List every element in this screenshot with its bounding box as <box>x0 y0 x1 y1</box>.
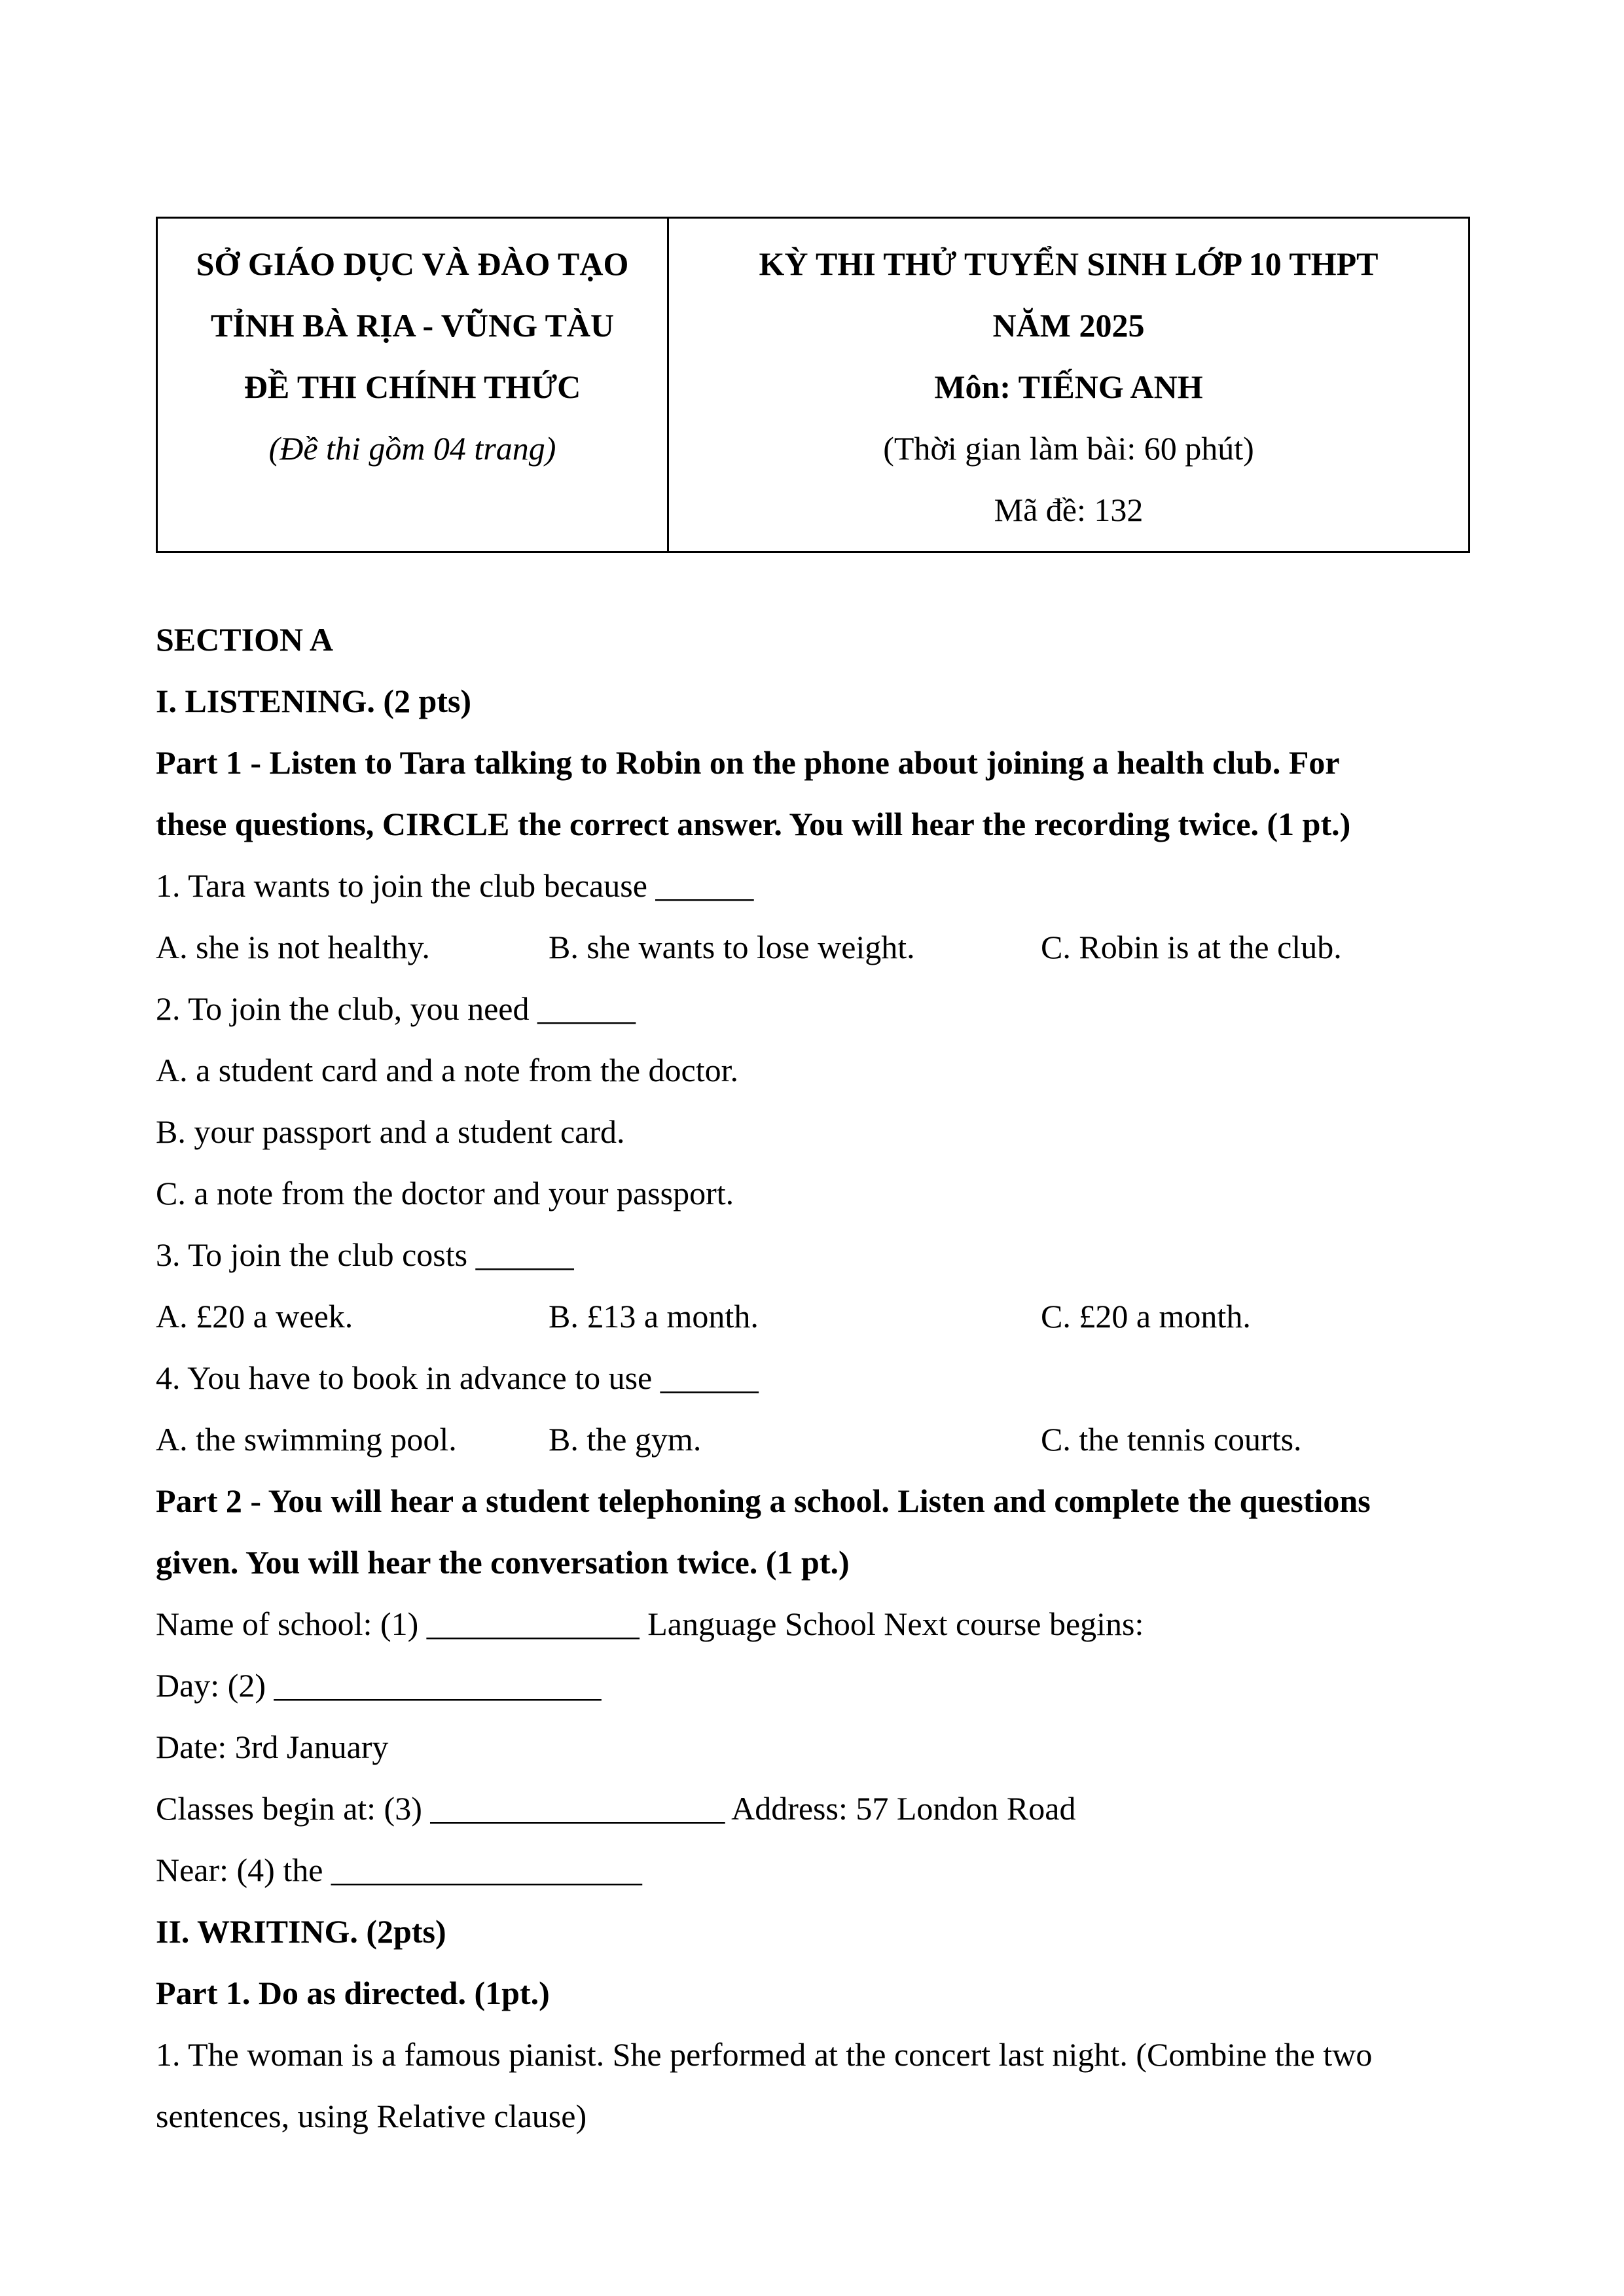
part1-instruction-cont: these questions, CIRCLE the correct answer. You will hear the recording twice. (1 pt.) <box>156 806 1351 842</box>
province-name: TỈNH BÀ RỊA - VŨNG TÀU <box>210 307 615 344</box>
part2-near: Near: (4) the ___________________ <box>156 1852 642 1888</box>
q3-option-a[interactable]: A. £20 a week. <box>156 1298 353 1335</box>
writing-question-1: 1. The woman is a famous pianist. She performed at the concert last night. (Combine the two <box>156 2036 1373 2073</box>
question-4-options <box>156 1408 1471 1470</box>
q2-option-a[interactable]: A. a student card and a note from the doctor. <box>156 1052 738 1088</box>
part2-classes-begin: Classes begin at: (3) __________________ Address: 57 London Road <box>156 1790 1076 1827</box>
question-4: 4. You have to book in advance to use ______ <box>156 1359 759 1396</box>
question-1-options <box>156 916 1471 978</box>
exam-header-table <box>156 217 1470 553</box>
department-name: SỞ GIÁO DỤC VÀ ĐÀO TẠO <box>196 245 629 282</box>
q1-option-c[interactable]: C. Robin is at the club. <box>1041 929 1342 965</box>
writing-title: II. WRITING. (2pts) <box>156 1913 446 1950</box>
part1-instruction: Part 1 - Listen to Tara talking to Robin on the phone about joining a health club. For <box>156 744 1340 781</box>
exam-code: Mã đề: 132 <box>994 492 1144 528</box>
exam-body <box>156 609 1471 2147</box>
official-exam-label: ĐỀ THI CHÍNH THỨC <box>244 368 581 405</box>
page-count-note: (Đề thi gồm 04 trang) <box>268 430 556 467</box>
q1-option-b[interactable]: B. she wants to lose weight. <box>549 929 915 965</box>
question-3: 3. To join the club costs ______ <box>156 1236 574 1273</box>
part2-school-name: Name of school: (1) _____________ Language School Next course begins: <box>156 1605 1144 1642</box>
q1-option-a[interactable]: A. she is not healthy. <box>156 929 430 965</box>
q2-option-c[interactable]: C. a note from the doctor and your passport. <box>156 1175 734 1211</box>
header-left-column <box>158 219 669 551</box>
part2-day: Day: (2) ____________________ <box>156 1667 602 1704</box>
section-title: SECTION A <box>156 621 333 658</box>
question-2: 2. To join the club, you need ______ <box>156 990 636 1027</box>
exam-duration: (Thời gian làm bài: 60 phút) <box>883 430 1254 467</box>
question-3-options <box>156 1285 1471 1347</box>
header-right-column <box>669 219 1468 551</box>
q3-option-c[interactable]: C. £20 a month. <box>1041 1298 1251 1335</box>
listening-title: I. LISTENING. (2 pts) <box>156 683 472 719</box>
exam-title: KỲ THI THỬ TUYỂN SINH LỚP 10 THPT <box>759 245 1379 282</box>
question-1: 1. Tara wants to join the club because ______ <box>156 867 754 904</box>
q2-option-b[interactable]: B. your passport and a student card. <box>156 1113 625 1150</box>
exam-year: NĂM 2025 <box>992 307 1145 344</box>
part2-instruction-cont: given. You will hear the conversation twice. (1 pt.) <box>156 1544 850 1581</box>
writing-part1-title: Part 1. Do as directed. (1pt.) <box>156 1975 550 2011</box>
part2-date: Date: 3rd January <box>156 1729 389 1765</box>
q3-option-b[interactable]: B. £13 a month. <box>549 1298 759 1335</box>
exam-subject: Môn: TIẾNG ANH <box>934 368 1203 405</box>
q4-option-c[interactable]: C. the tennis courts. <box>1041 1421 1302 1458</box>
q4-option-a[interactable]: A. the swimming pool. <box>156 1421 457 1458</box>
part2-instruction: Part 2 - You will hear a student telephoning a school. Listen and complete the questions <box>156 1482 1371 1519</box>
writing-question-1-cont: sentences, using Relative clause) <box>156 2098 587 2134</box>
q4-option-b[interactable]: B. the gym. <box>549 1421 702 1458</box>
